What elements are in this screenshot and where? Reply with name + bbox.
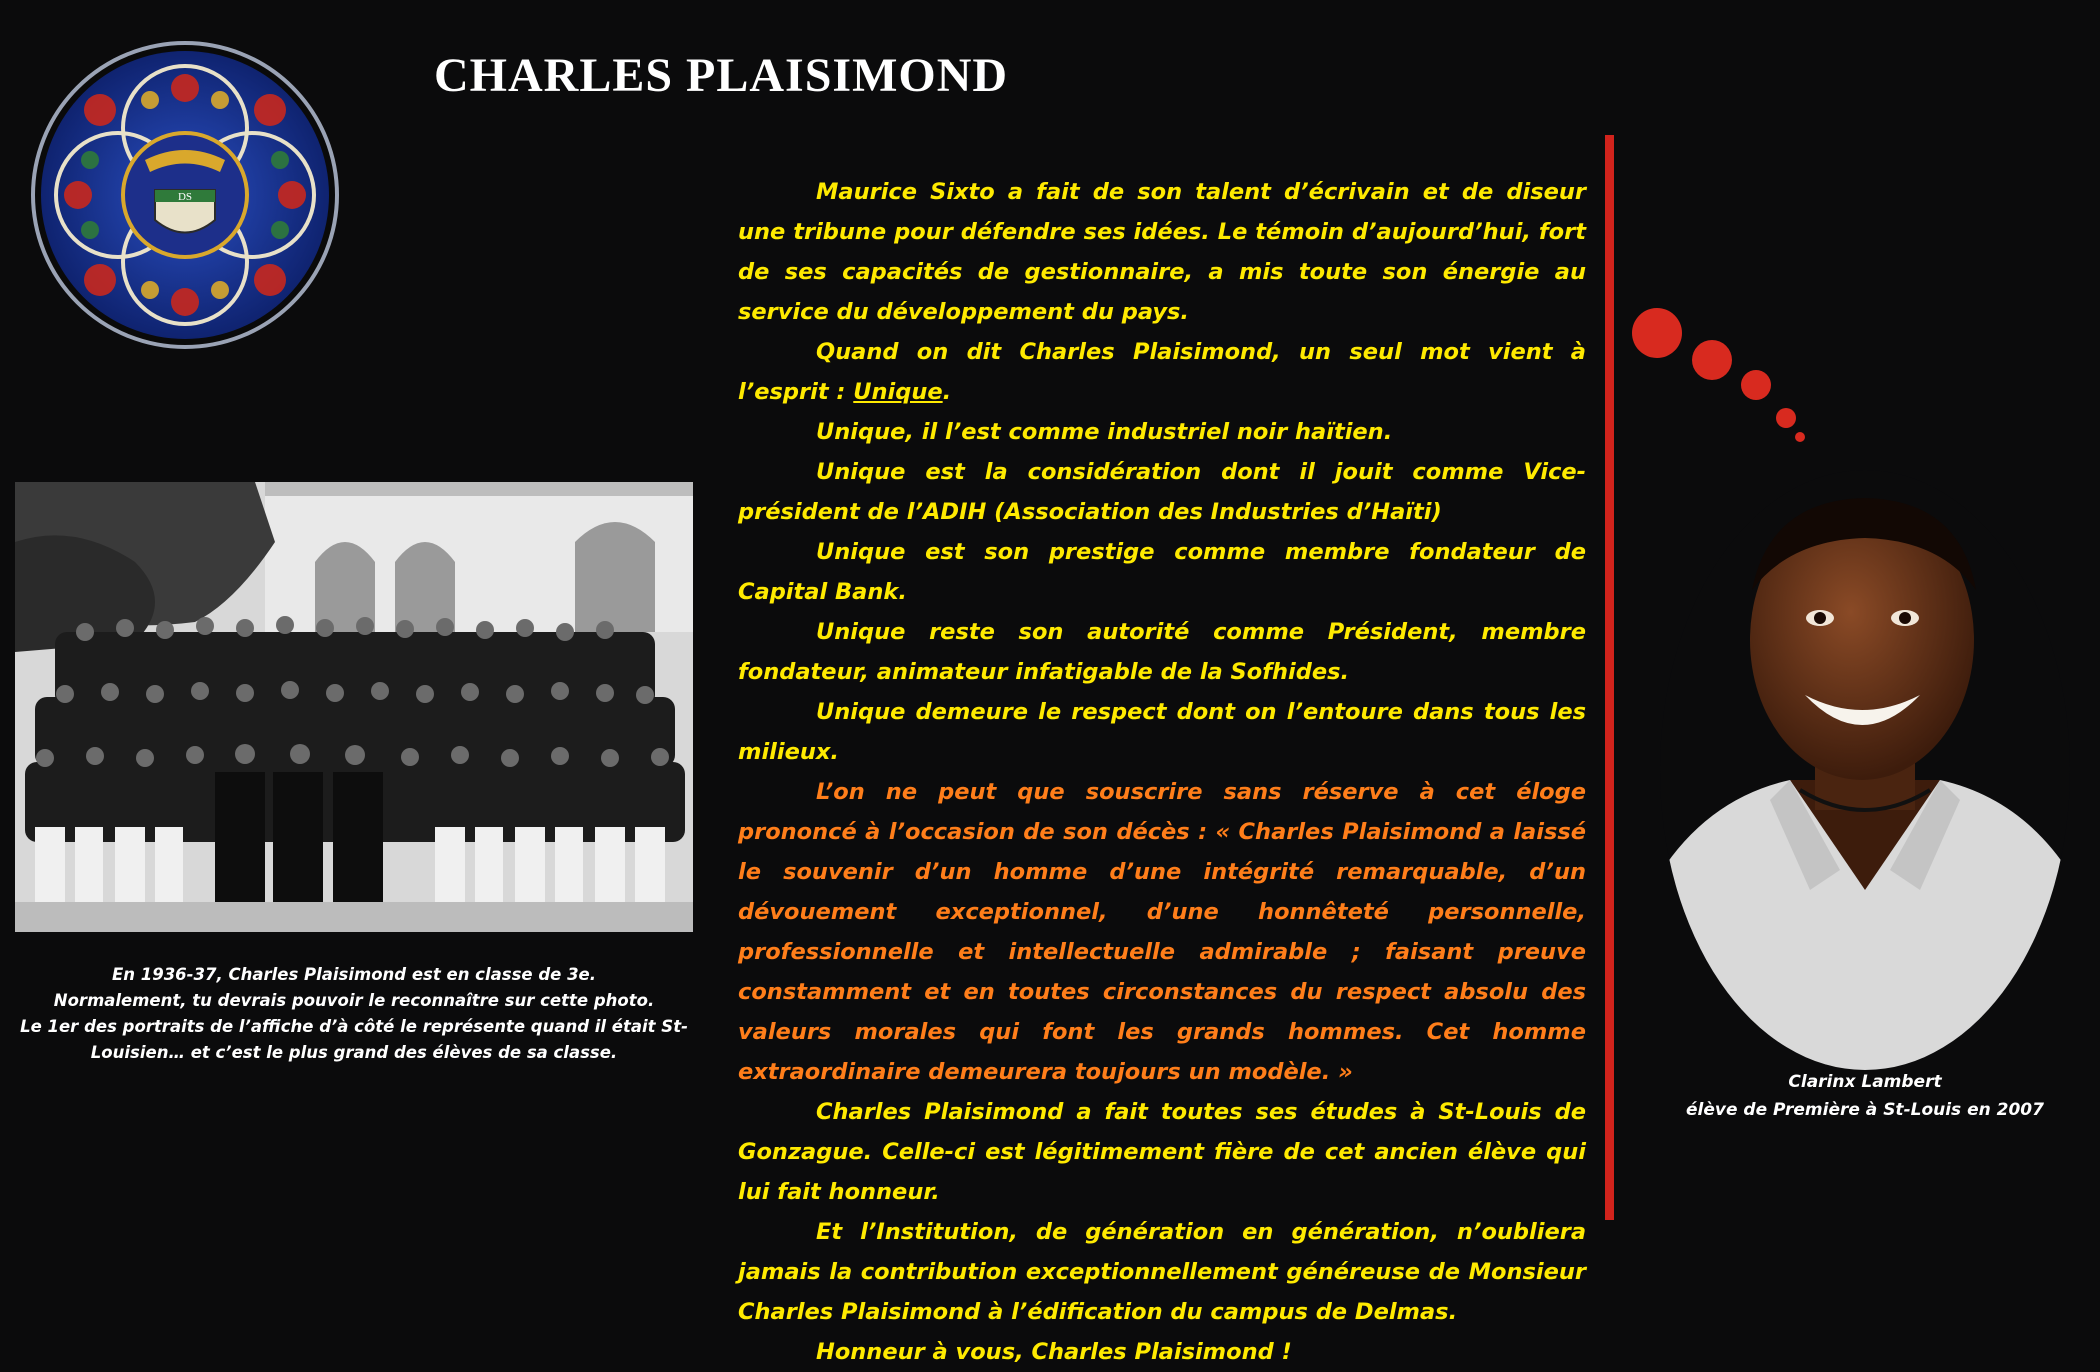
paragraph: Charles Plaisimond a fait toutes ses études à St-Louis de Gonzague. Celle-ci est légitimement fière de cet ancien élève qui lui fait honneur. [738, 1099, 1586, 1205]
student-portrait [1640, 470, 2090, 1070]
class-photo [15, 482, 693, 932]
svg-text:DS: DS [177, 191, 193, 203]
red-dot [1741, 370, 1771, 400]
caption-line: Le 1er des portraits de l’affiche d’à côté le représente quand il était St- [20, 1017, 688, 1036]
portrait-name: Clarinx Lambert [1788, 1072, 1942, 1092]
paragraph-text: Quand on dit Charles Plaisimond, un seul mot vient à l’esprit : [738, 339, 1586, 405]
red-dot [1632, 308, 1682, 358]
portrait-caption [1640, 1068, 2090, 1124]
caption-line: Normalement, tu devrais pouvoir le reconnaître sur cette photo. [53, 991, 655, 1010]
caption-line: Louisien… et c’est le plus grand des élèves de sa classe. [90, 1043, 618, 1062]
paragraph: Quand on dit Charles Plaisimond, un seul mot vient à l’esprit : Unique. [738, 339, 1586, 405]
paragraph: L’on ne peut que souscrire sans réserve à cet éloge prononcé à l’occasion de son décès : « Charles Plaisimond a laissé le souvenir d’un homme d’une intégrité remarquable, d’un dévouement exceptionnel, d’une honnêteté personnelle, professionnelle et intellectuelle admirable ; faisant preuve constamment et en toutes circonstances du respect absolu des valeurs morales qui font les grands hommes. Cet homme extraordinaire demeurera toujours un modèle. » [738, 779, 1586, 1085]
red-divider [1605, 135, 1614, 1220]
paragraph: Maurice Sixto a fait de son talent d’écrivain et de diseur une tribune pour défendre ses idées. Le témoin d’aujourd’hui, fort de ses capacités de gestionnaire, a mis toute son énergie au service du développement du pays. [738, 179, 1586, 325]
unique-word: Unique [853, 379, 943, 405]
paragraph: Unique est son prestige comme membre fondateur de Capital Bank. [738, 539, 1586, 605]
class-photo-caption [15, 962, 693, 1066]
rose-window-image [30, 40, 340, 350]
red-dot [1795, 432, 1805, 442]
portrait-role: élève de Première à St-Louis en 2007 [1686, 1100, 2044, 1120]
page-title: CHARLES PLAISIMOND [434, 49, 1009, 102]
paragraph: Unique, il l’est comme industriel noir haïtien. [816, 419, 1393, 445]
paragraph: Et l’Institution, de génération en génération, n’oubliera jamais la contribution exceptionnellement généreuse de Monsieur Charles Plaisimond à l’édification du campus de Delmas. [738, 1219, 1586, 1325]
red-dot [1776, 408, 1796, 428]
paragraph: Unique reste son autorité comme Président, membre fondateur, animateur infatigable de la Sofhides. [738, 619, 1586, 685]
caption-line: En 1936-37, Charles Plaisimond est en classe de 3e. [111, 965, 597, 984]
red-dot [1692, 340, 1732, 380]
paragraph: Honneur à vous, Charles Plaisimond ! [816, 1339, 1292, 1365]
main-text [738, 172, 1586, 1372]
paragraph: Unique demeure le respect dont on l’entoure dans tous les milieux. [738, 699, 1586, 765]
paragraph: Unique est la considération dont il jouit comme Vice-président de l’ADIH (Association des Industries d’Haïti) [738, 459, 1586, 525]
